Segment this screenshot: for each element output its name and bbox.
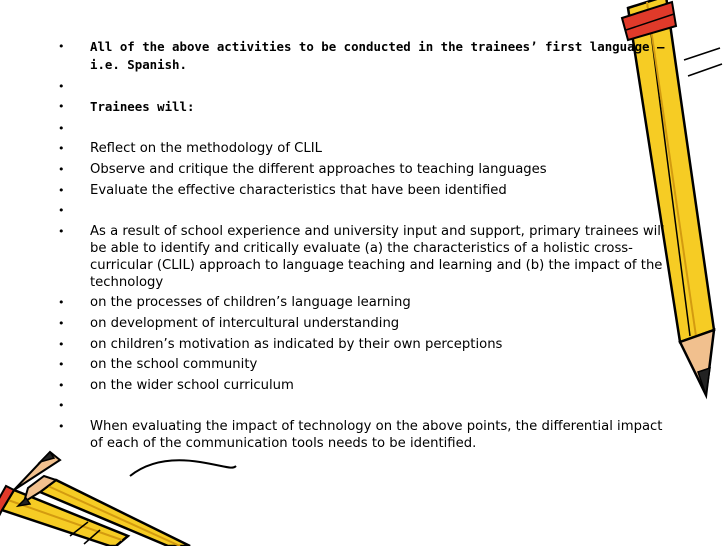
bullet-text: All of the above activities to be conducted in the trainees’ first language – i.e. Spanish. <box>90 39 665 72</box>
bullet-text: Reflect on the methodology of CLIL <box>90 141 322 157</box>
bullet-item <box>58 38 668 74</box>
empty-bullet-item <box>58 120 668 137</box>
bullet-text: on the school community <box>90 357 258 373</box>
bullet-marker: • <box>58 358 65 372</box>
bullet-text: on development of intercultural understanding <box>90 315 400 331</box>
empty-bullet-item <box>58 397 668 414</box>
bullet-marker: • <box>58 224 65 238</box>
bullet-text: Trainees will: <box>90 99 195 115</box>
bullet-text: As a result of school experience and university input and support, primary trainees will be able to identify and critically evaluate (a) the characteristics of a holistic cross-curricular (CLIL) approach to language teaching and learning and (b) the impact of the technology <box>90 223 665 290</box>
bullet-marker: • <box>58 100 65 114</box>
bullet-marker: • <box>58 79 65 93</box>
bullet-marker: • <box>58 204 65 218</box>
bullet-marker: • <box>58 142 65 156</box>
bullet-text: on children’s motivation as indicated by their own perceptions <box>90 336 503 352</box>
bullet-text: on the processes of children’s language learning <box>90 295 411 311</box>
bullet-item <box>58 377 668 394</box>
bullet-marker: • <box>58 378 65 392</box>
bullet-item <box>58 182 668 199</box>
bullet-item <box>58 315 668 332</box>
empty-bullet-item <box>58 202 668 219</box>
bullet-text: When evaluating the impact of technology on the above points, the differential impact of each of the communication tools needs to be identified. <box>90 418 663 451</box>
bullet-item <box>58 356 668 373</box>
bullet-marker: • <box>58 296 65 310</box>
bullet-marker: • <box>58 419 65 433</box>
bullet-text: Observe and critique the different approaches to teaching languages <box>90 161 547 177</box>
pencil-icon <box>0 440 240 546</box>
bullet-item <box>58 161 668 178</box>
bullet-text: Evaluate the effective characteristics that have been identified <box>90 182 507 198</box>
bullet-item <box>58 336 668 353</box>
bullet-marker: • <box>58 121 65 135</box>
bullet-marker: • <box>58 337 65 351</box>
bullet-text: on the wider school curriculum <box>90 377 294 393</box>
bullet-marker: • <box>58 316 65 330</box>
bullet-marker: • <box>58 162 65 176</box>
bullet-list <box>58 38 668 456</box>
bullet-item <box>58 98 668 116</box>
empty-bullet-item <box>58 78 668 95</box>
bullet-item <box>58 294 668 311</box>
bullet-item <box>58 223 668 291</box>
bullet-marker: • <box>58 399 65 413</box>
bullet-marker: • <box>58 40 65 53</box>
bullet-item <box>58 140 668 157</box>
bullet-item <box>58 418 668 452</box>
bullet-marker: • <box>58 183 65 197</box>
